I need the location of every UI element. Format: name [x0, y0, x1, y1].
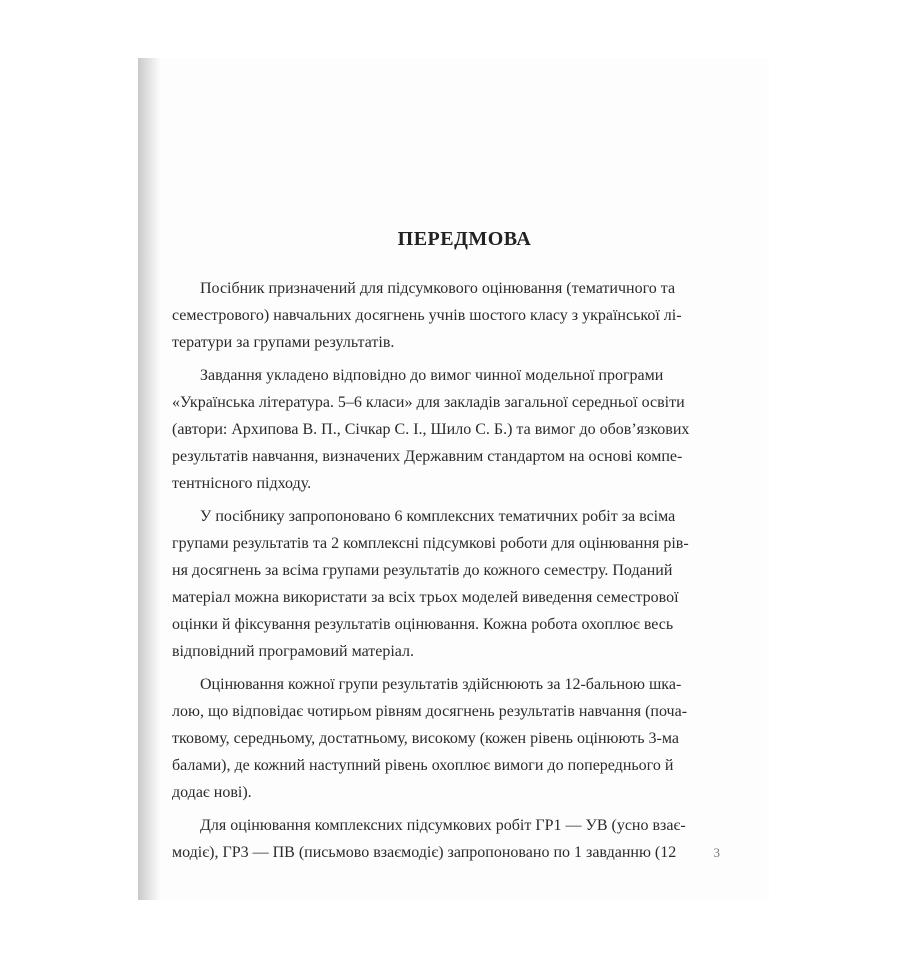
- text-line: Оцінювання кожної групи результатів здійснюють за 12-бальною шка-: [200, 676, 682, 693]
- text-line: «Українська література. 5–6 класи» для закладів загальної середньої освіти: [172, 394, 685, 411]
- text-line: Для оцінювання комплексних підсумкових робіт ГР1 — УВ (усно взає-: [200, 817, 686, 834]
- text-line: тковому, середньому, достатньому, високому (кожен рівень оцінюють 3-ма: [172, 730, 679, 747]
- text-line: групами результатів та 2 комплексні підсумкові роботи для оцінювання рів-: [172, 535, 689, 552]
- text-line: У посібнику запропоновано 6 комплексних тематичних робіт за всіма: [200, 508, 676, 525]
- text-line: (автори: Архипова В. П., Січкар С. І., Шило С. Б.) та вимог до обов’язкових: [172, 421, 690, 438]
- page-spine-shadow: [138, 58, 160, 900]
- text-line: лою, що відповідає чотирьом рівням досягнень результатів навчання (поча-: [172, 703, 688, 720]
- page-title: ПЕРЕДМОВА: [397, 228, 532, 250]
- text-line: результатів навчання, визначених Державним стандартом на основі компе-: [172, 448, 683, 465]
- paragraph-3: [172, 503, 718, 665]
- text-line: оцінки й фіксування результатів оцінювання. Кожна робота охоплює весь: [172, 616, 674, 633]
- text-line: балами), де кожний наступний рівень охоплює вимоги до попереднього й: [172, 757, 674, 774]
- text-line: тератури за групами результатів.: [172, 334, 395, 351]
- text-line: додає нові).: [172, 784, 252, 801]
- paragraph-5: [172, 812, 718, 866]
- text-line: модіє), ГР3 — ПВ (письмово взаємодіє) запропоновано по 1 завданню (12: [172, 844, 677, 861]
- text-line: семестрового) навчальних досягнень учнів шостого класу з української лі-: [172, 307, 682, 324]
- page-number: 3: [713, 845, 720, 860]
- text-line: ня досягнень за всіма групами результатів до кожного семестру. Поданий: [172, 562, 673, 579]
- text-line: тентнісного підходу.: [172, 475, 312, 492]
- paragraph-1: [172, 275, 718, 356]
- text-line: Посібник призначений для підсумкового оцінювання (тематичного та: [200, 280, 676, 297]
- text-line: відповідний програмовий матеріал.: [172, 643, 415, 660]
- body-text: [172, 275, 718, 866]
- text-line: матеріал можна використати за всіх трьох моделей виведення семестрової: [172, 589, 679, 606]
- paragraph-4: [172, 671, 718, 806]
- text-line: Завдання укладено відповідно до вимог чинної модельної програми: [200, 367, 664, 384]
- paragraph-2: [172, 362, 718, 497]
